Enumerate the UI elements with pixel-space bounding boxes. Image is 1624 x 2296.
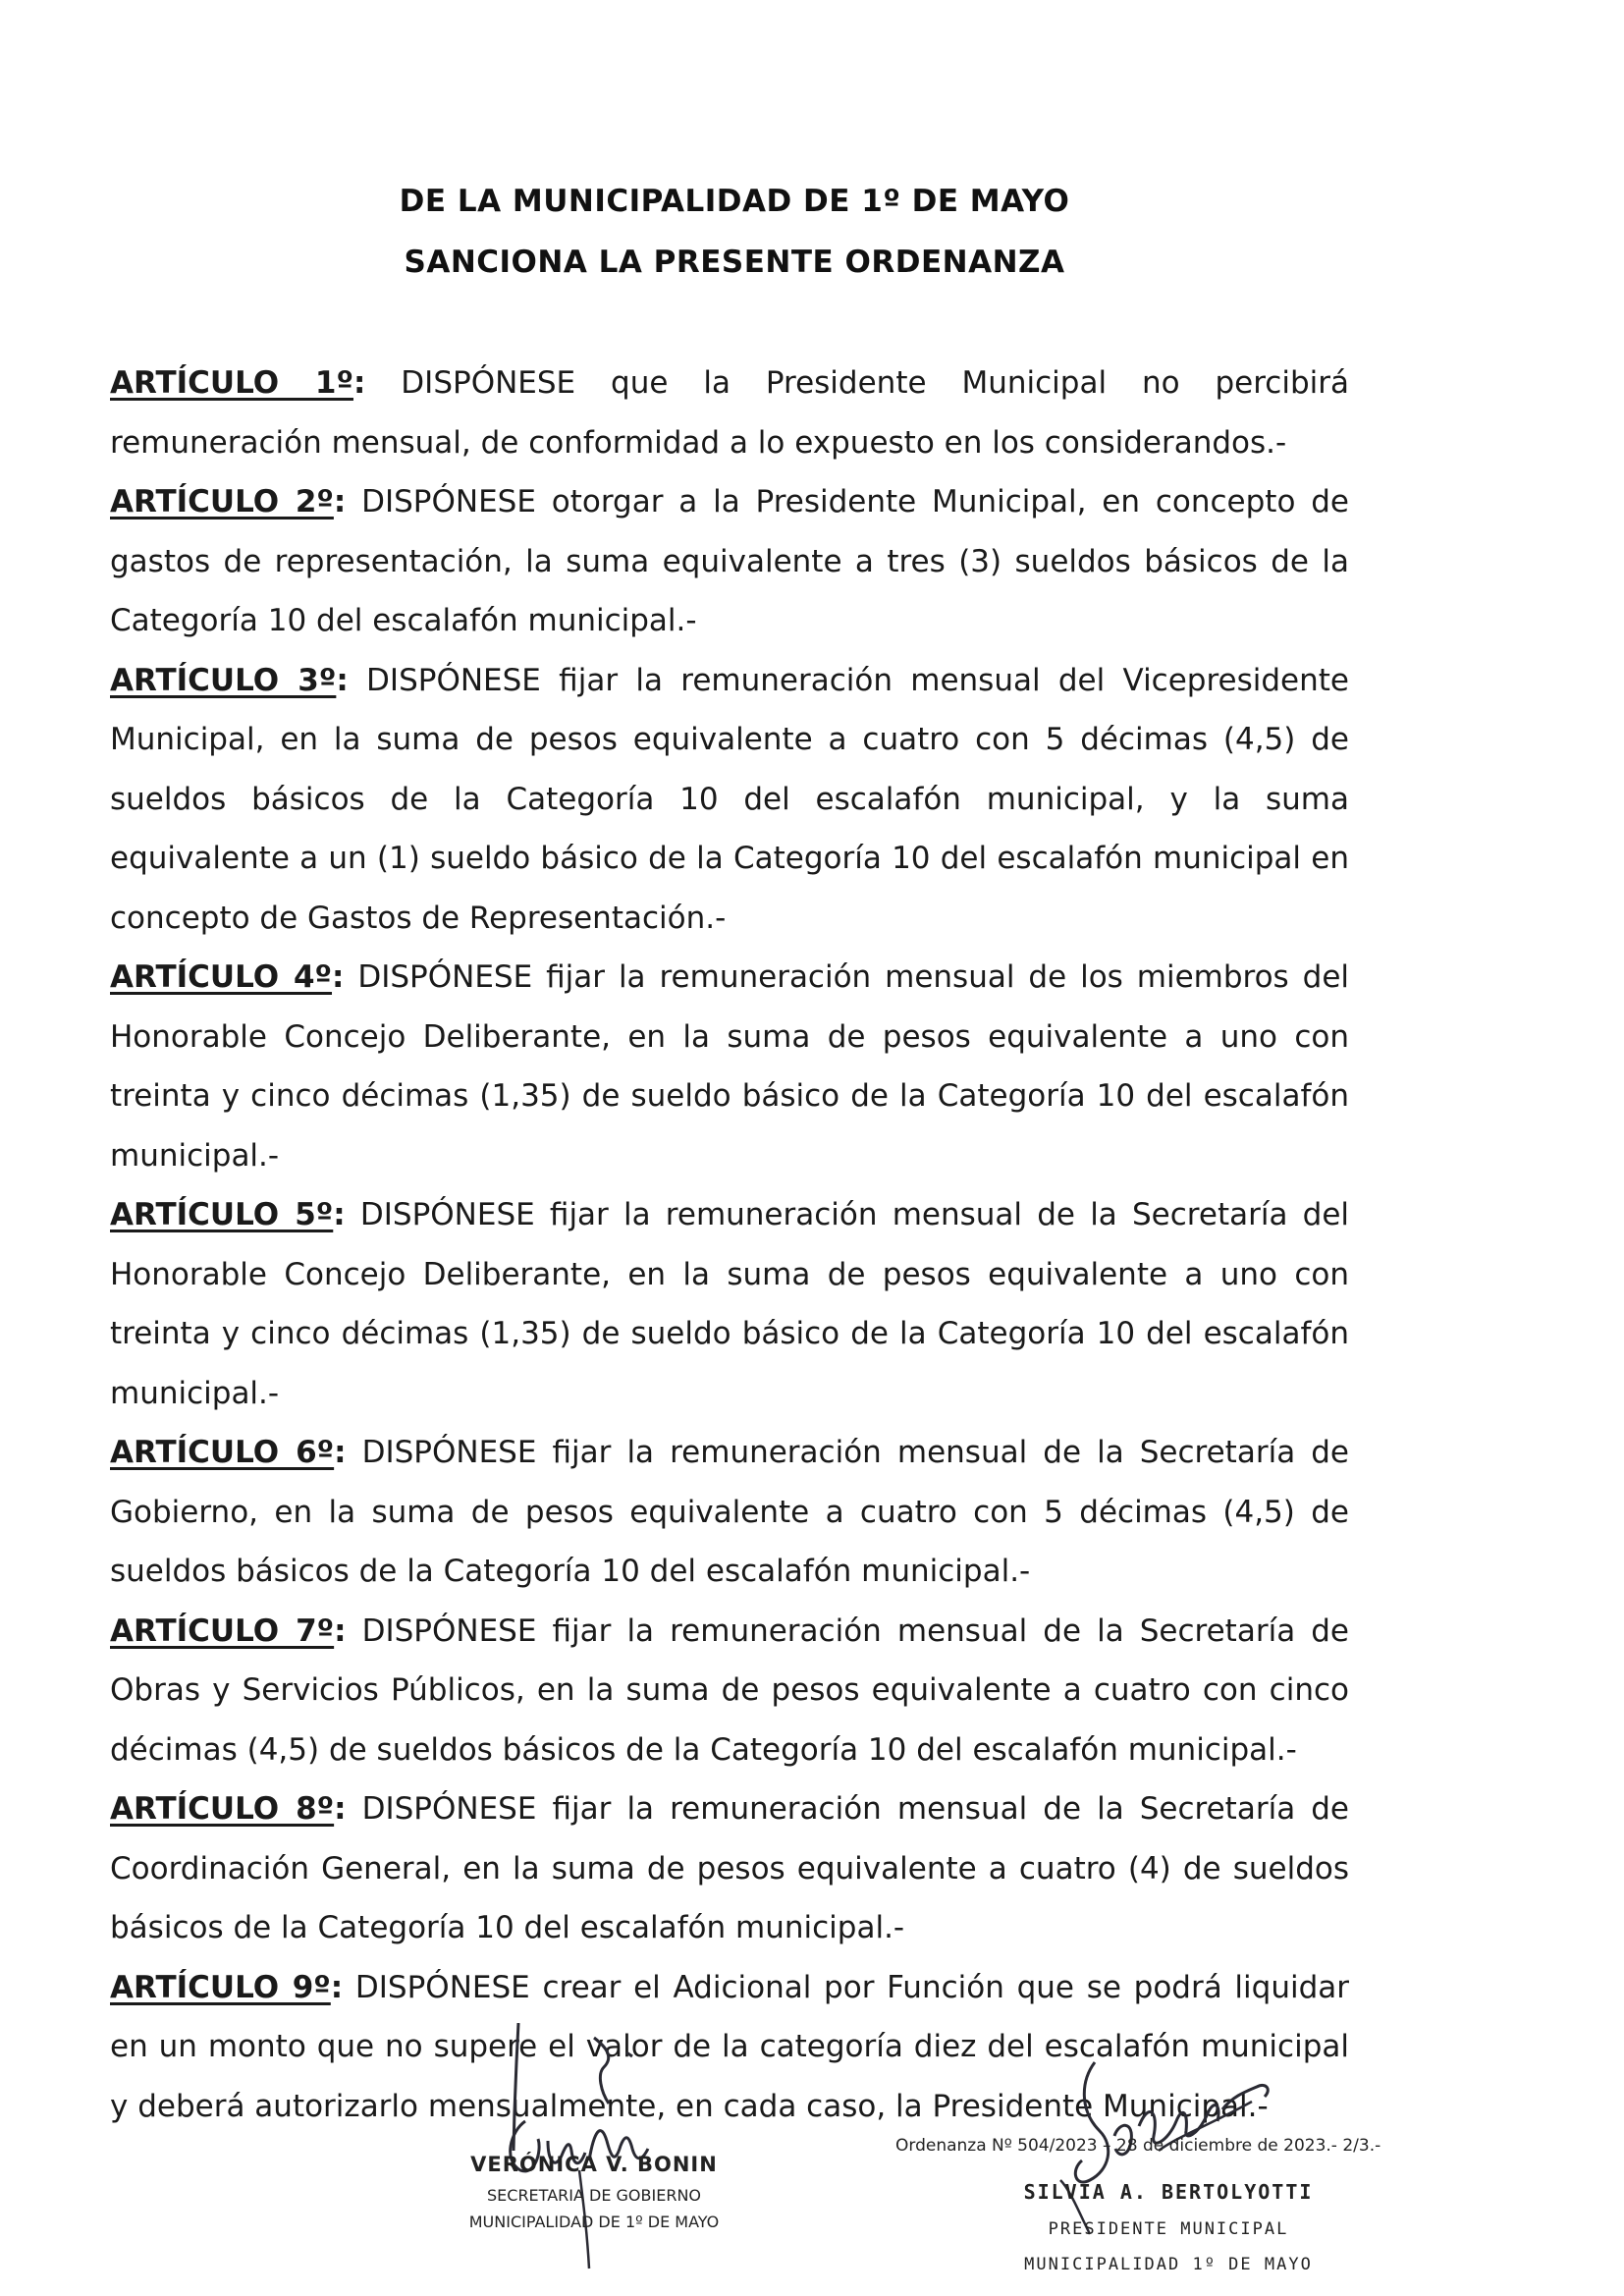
header-line-2: SANCIONA LA PRESENTE ORDENANZA xyxy=(404,245,1065,280)
signer-right-name: SILVIA A. BERTOLYOTTI xyxy=(1023,2180,1314,2204)
article-text: DISPÓNESE fijar la remuneración mensual de la Secretaría de Obras y Servicios Públicos, en la suma de pesos equivalente a cuatro con cinco décimas (4,5) de sueldos básicos de la Categoría 10 del escalafón municipal.- xyxy=(110,1613,1350,1768)
signer-left-name: VERÓNICA V. BONIN xyxy=(470,2153,718,2176)
article-7: ARTÍCULO 7º: DISPÓNESE fijar la remuneración mensual de la Secretaría de Obras y Servicios Públicos, en la suma de pesos equivalente a cuatro con cinco décimas (4,5) de sueldos básicos de la Categoría 10 del escalafón municipal.- xyxy=(110,1613,1350,1768)
header-line-1: DE LA MUNICIPALIDAD DE 1º DE MAYO xyxy=(399,184,1070,219)
article-text: DISPÓNESE fijar la remuneración mensual de la Secretaría del Honorable Concejo Deliberante, en la suma de pesos equivalente a uno con treinta y cinco décimas (1,35) de sueldo básico de la Categoría 10 del escalafón municipal.- xyxy=(110,1197,1350,1411)
article-label: ARTÍCULO 3º xyxy=(110,662,337,698)
article-text: DISPÓNESE fijar la remuneración mensual de los miembros del Honorable Concejo Deliberante, en la suma de pesos equivalente a uno con treinta y cinco décimas (1,35) de sueldo básico de la Categoría 10 del escalafón municipal.- xyxy=(110,959,1350,1174)
article-1: ARTÍCULO 1º: DISPÓNESE que la Presidente Municipal no percibirá remuneración mensual, de conformidad a lo expuesto en los considerandos.- xyxy=(110,365,1349,461)
signature-left-stamp xyxy=(432,2153,756,2231)
article-label: ARTÍCULO 8º xyxy=(110,1791,335,1827)
signer-left-org: MUNICIPALIDAD DE 1º DE MAYO xyxy=(468,2213,720,2231)
article-2: ARTÍCULO 2º: DISPÓNESE otorgar a la Presidente Municipal, en concepto de gastos de representación, la suma equivalente a tres (3) sueldos básicos de la Categoría 10 del escalafón municipal.- xyxy=(110,484,1349,638)
article-label: ARTÍCULO 9º xyxy=(110,1969,331,2005)
article-label: ARTÍCULO 4º xyxy=(110,959,333,995)
article-text: DISPÓNESE crear el Adicional por Función que se podrá liquidar en un monto que no supere el valor de la categoría diez del escalafón municipal y deberá autorizarlo mensualmente, en cada caso, la Presidente Municipal.- xyxy=(110,1969,1350,2124)
article-9: ARTÍCULO 9º: DISPÓNESE crear el Adicional por Función que se podrá liquidar en un monto que no supere el valor de la categoría diez del escalafón municipal y deberá autorizarlo mensualmente, en cada caso, la Presidente Municipal.- xyxy=(110,1969,1350,2124)
article-text: DISPÓNESE fijar la remuneración mensual de la Secretaría de Coordinación General, en la suma de pesos equivalente a cuatro (4) de sueldos básicos de la Categoría 10 del escalafón municipal.- xyxy=(110,1791,1350,1945)
signer-right-role: PRESIDENTE MUNICIPAL xyxy=(1048,2219,1289,2239)
article-text: DISPÓNESE fijar la remuneración mensual de la Secretaría de Gobierno, en la suma de pesos equivalente a cuatro con 5 décimas (4,5) de sueldos básicos de la Categoría 10 del escalafón municipal.- xyxy=(110,1435,1350,1589)
ordenanza-reference: Ordenanza Nº 504/2023 – 28 de diciembre de 2023.- 2/3.- xyxy=(895,2136,1381,2156)
article-text: DISPÓNESE fijar la remuneración mensual del Vicepresidente Municipal, en la suma de pesos equivalente a cuatro con 5 décimas (4,5) de sueldos básicos de la Categoría 10 del escalafón municipal, y la suma equivalente a un (1) sueldo básico de la Categoría 10 del escalafón municipal en concepto de Gastos de Representación.- xyxy=(110,662,1349,936)
article-5: ARTÍCULO 5º: DISPÓNESE fijar la remuneración mensual de la Secretaría del Honorable Concejo Deliberante, en la suma de pesos equivalente a uno con treinta y cinco décimas (1,35) de sueldo básico de la Categoría 10 del escalafón municipal.- xyxy=(110,1197,1350,1411)
signature-left-scribble xyxy=(432,2023,756,2278)
articles-body xyxy=(110,354,1349,2136)
article-label: ARTÍCULO 5º xyxy=(110,1197,334,1232)
signature-right-stamp xyxy=(992,2180,1345,2274)
article-8: ARTÍCULO 8º: DISPÓNESE fijar la remuneración mensual de la Secretaría de Coordinación General, en la suma de pesos equivalente a cuatro (4) de sueldos básicos de la Categoría 10 del escalafón municipal.- xyxy=(110,1791,1350,1945)
article-label: ARTÍCULO 6º xyxy=(110,1435,335,1470)
article-text: DISPÓNESE otorgar a la Presidente Municipal, en concepto de gastos de representación, la suma equivalente a tres (3) sueldos básicos de la Categoría 10 del escalafón municipal.- xyxy=(110,484,1349,638)
signer-left-role: SECRETARIA DE GOBIERNO xyxy=(487,2186,701,2205)
signer-right-org: MUNICIPALIDAD 1º DE MAYO xyxy=(1024,2255,1313,2274)
signature-left-handwriting xyxy=(432,2023,756,2278)
article-3: ARTÍCULO 3º: DISPÓNESE fijar la remuneración mensual del Vicepresidente Municipal, en la suma de pesos equivalente a cuatro con 5 décimas (4,5) de sueldos básicos de la Categoría 10 del escalafón municipal, y la suma equivalente a un (1) sueldo básico de la Categoría 10 del escalafón municipal en concepto de Gastos de Representación.- xyxy=(110,662,1349,936)
article-label: ARTÍCULO 1º xyxy=(110,365,353,401)
article-label: ARTÍCULO 7º xyxy=(110,1613,335,1649)
article-label: ARTÍCULO 2º xyxy=(110,484,334,519)
article-4: ARTÍCULO 4º: DISPÓNESE fijar la remuneración mensual de los miembros del Honorable Concejo Deliberante, en la suma de pesos equivalente a uno con treinta y cinco décimas (1,35) de sueldo básico de la Categoría 10 del escalafón municipal.- xyxy=(110,959,1350,1174)
article-6: ARTÍCULO 6º: DISPÓNESE fijar la remuneración mensual de la Secretaría de Gobierno, en la suma de pesos equivalente a cuatro con 5 décimas (4,5) de sueldos básicos de la Categoría 10 del escalafón municipal.- xyxy=(110,1435,1350,1589)
article-text: DISPÓNESE que la Presidente Municipal no percibirá remuneración mensual, de conformidad a lo expuesto en los considerandos.- xyxy=(110,365,1349,461)
